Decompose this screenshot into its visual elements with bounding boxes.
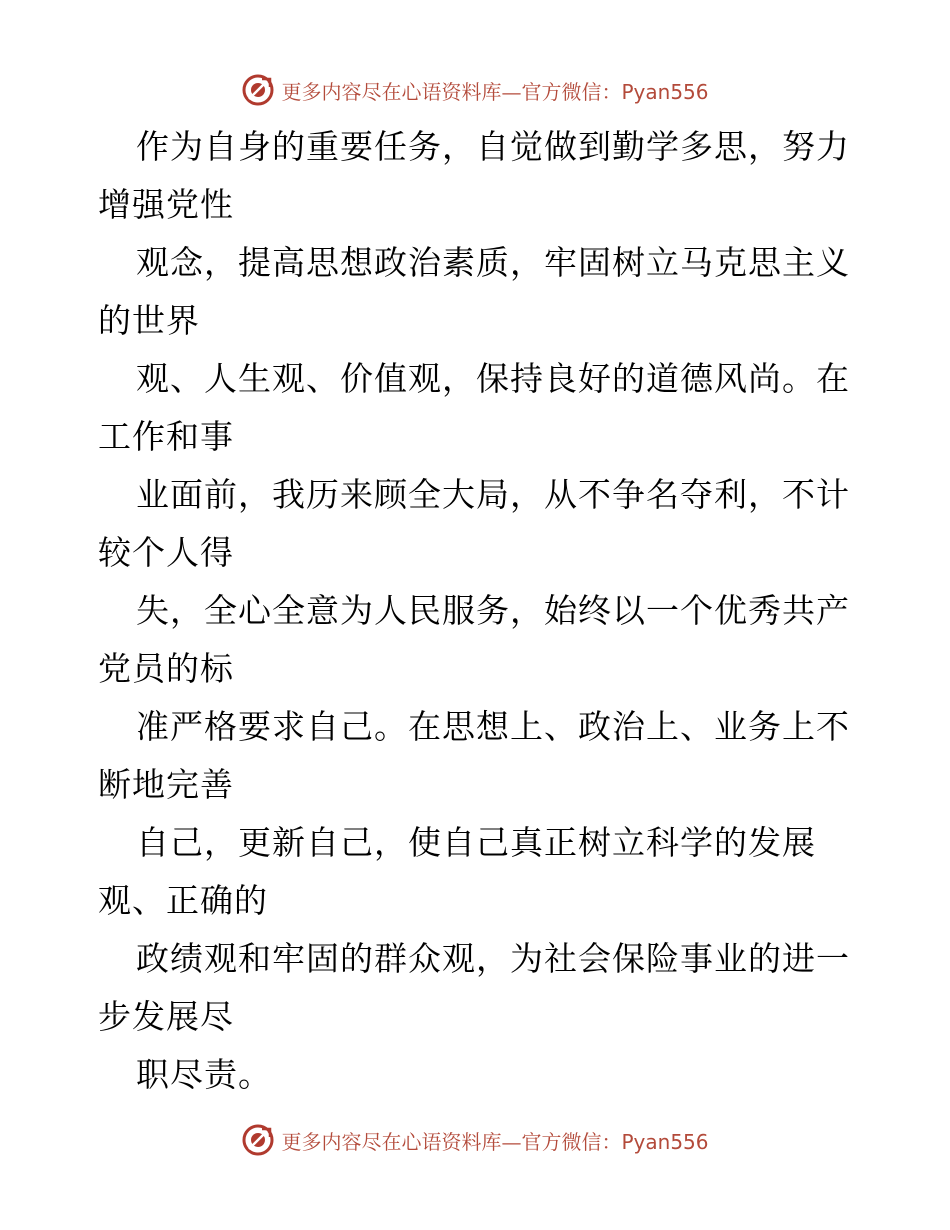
body-line: 业面前，我历来顾全大局，从不争名夺利，不计	[136, 475, 850, 514]
header-watermark	[0, 70, 950, 110]
brand-logo-icon	[241, 1123, 275, 1157]
brand-logo-icon	[241, 73, 275, 107]
document-body	[98, 118, 858, 1104]
body-line: 断地完善	[98, 765, 234, 804]
body-line: 政绩观和牢固的群众观，为社会保险事业的进一	[136, 939, 850, 978]
body-line: 准严格要求自己。在思想上、政治上、业务上不	[136, 707, 850, 746]
body-line: 工作和事	[98, 417, 234, 456]
body-line: 失，全心全意为人民服务，始终以一个优秀共产	[136, 591, 850, 630]
body-line: 增强党性	[98, 185, 234, 224]
body-line: 较个人得	[98, 533, 234, 572]
body-line: 党员的标	[98, 649, 234, 688]
body-line: 的世界	[98, 301, 200, 340]
body-line: 步发展尽	[98, 997, 234, 1036]
watermark-wechat-id: Pyan556	[621, 1129, 709, 1154]
footer-watermark	[0, 1120, 950, 1160]
body-line: 自己，更新自己，使自己真正树立科学的发展	[136, 823, 816, 862]
watermark-site-text: 更多内容尽在心语资料库—官方微信：	[281, 79, 622, 104]
watermark-wechat-id: Pyan556	[621, 79, 709, 104]
body-line: 观念，提高思想政治素质，牢固树立马克思主义	[136, 243, 850, 282]
body-line: 作为自身的重要任务，自觉做到勤学多思，努力	[136, 127, 850, 166]
body-line: 观、正确的	[98, 881, 268, 920]
body-line: 观、人生观、价值观，保持良好的道德风尚。在	[136, 359, 850, 398]
body-line: 职尽责。	[136, 1055, 272, 1094]
watermark-site-text: 更多内容尽在心语资料库—官方微信：	[281, 1129, 622, 1154]
